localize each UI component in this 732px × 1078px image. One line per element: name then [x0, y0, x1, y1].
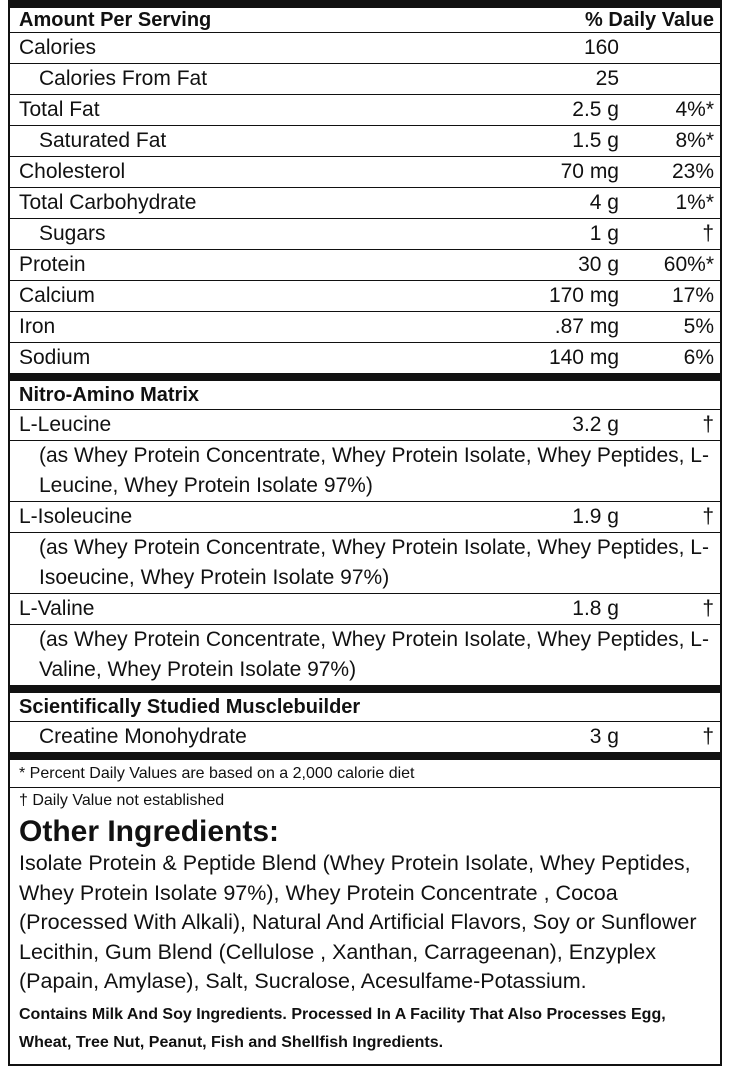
nutrient-name: Total Fat: [19, 98, 100, 121]
ingredient-dv: †: [702, 505, 714, 528]
other-ingredients-text: Isolate Protein & Peptide Blend (Whey Protein Isolate, Whey Peptides, Whey Protein Isolate 97%), Whey Protein Concentrate , Cocoa (Processed With Alkali), Natural And Artificial Flavors, Soy or Sunflower Lecithin, Gum Blend (Cellulose , Xanthan, Carrageenan), Enzyplex (Papain, Amylase), Salt, Sucralose, Acesulfame-Potassium.: [19, 851, 697, 993]
thick-divider: [10, 373, 720, 381]
nutrient-dv: 23%: [671, 160, 714, 183]
nutrient-dv: 60%*: [663, 253, 714, 276]
ingredient-row-l-isoleucine: [10, 502, 720, 533]
nutrient-amount: 1.5 g: [572, 129, 619, 152]
nutrient-name: Saturated Fat: [39, 129, 167, 152]
nutrient-name: Cholesterol: [19, 160, 126, 183]
nutrient-dv: †: [702, 222, 714, 245]
nutrient-row-calcium: [10, 281, 720, 312]
nutrient-amount: 2.5 g: [572, 98, 619, 121]
nutrient-amount: 1 g: [589, 222, 619, 245]
nutrient-name: Protein: [19, 253, 86, 276]
section-title-musclebuilder: [10, 693, 720, 722]
other-ingredients-title: Other Ingredients:: [19, 815, 280, 848]
nutrient-name: Calcium: [19, 284, 95, 307]
thick-divider: [10, 685, 720, 693]
nutrient-name: Calories From Fat: [39, 67, 208, 90]
nutrient-row-protein: [10, 250, 720, 281]
nutrient-row-iron: [10, 312, 720, 343]
ingredient-detail: (as Whey Protein Concentrate, Whey Protein Isolate, Whey Peptides, L-Isoeucine, Whey Protein Isolate 97%): [10, 533, 720, 594]
nutrient-amount: 25: [595, 67, 619, 90]
section-title: Scientifically Studied Musclebuilder: [19, 695, 361, 718]
ingredient-amount: 1.9 g: [572, 505, 619, 528]
nutrient-dv: 17%: [671, 284, 714, 307]
nutrient-amount: 70 mg: [560, 160, 619, 183]
ingredient-row-l-valine: [10, 594, 720, 625]
nutrient-row-calories: [10, 33, 720, 64]
nutrient-amount: 170 mg: [548, 284, 619, 307]
ingredient-amount: 3 g: [589, 725, 619, 748]
daily-value-label: % Daily Value: [585, 8, 714, 31]
nutrient-dv: 6%: [683, 346, 714, 369]
ingredient-amount: 3.2 g: [572, 413, 619, 436]
nutrient-row-total-fat: [10, 95, 720, 126]
ingredient-name: L-Isoleucine: [19, 505, 133, 528]
ingredient-name: Creatine Monohydrate: [39, 725, 247, 748]
nutrient-row-sodium: [10, 343, 720, 373]
nutrient-amount: 160: [583, 36, 619, 59]
nutrient-dv: 5%: [683, 315, 714, 338]
ingredient-row-l-leucine: [10, 410, 720, 441]
nutrient-row-total-carbohydrate: [10, 188, 720, 219]
nutrient-dv: 4%*: [675, 98, 714, 121]
nutrient-name: Total Carbohydrate: [19, 191, 197, 214]
nutrient-row-saturated-fat: [10, 126, 720, 157]
nutrition-facts-panel: [8, 0, 722, 1066]
nutrient-amount: 4 g: [589, 191, 619, 214]
nutrient-name: Sugars: [39, 222, 106, 245]
thick-divider: [10, 752, 720, 760]
footnote-percent: * Percent Daily Values are based on a 2,000 calorie diet: [10, 760, 720, 788]
header-row: [10, 8, 720, 33]
nutrient-amount: 30 g: [578, 253, 619, 276]
nutrient-dv: 8%*: [675, 129, 714, 152]
amount-per-serving-label: Amount Per Serving: [19, 8, 212, 31]
nutrient-name: Calories: [19, 36, 97, 59]
section-title: Nitro-Amino Matrix: [19, 383, 199, 406]
ingredient-amount: 1.8 g: [572, 597, 619, 620]
footnote-dagger: † Daily Value not established: [19, 792, 225, 809]
nutrient-amount: .87 mg: [554, 315, 619, 338]
nutrient-amount: 140 mg: [548, 346, 619, 369]
ingredient-name: L-Valine: [19, 597, 95, 620]
nutrient-dv: 1%*: [675, 191, 714, 214]
nutrient-name: Sodium: [19, 346, 91, 369]
allergen-warning: Contains Milk And Soy Ingredients. Processed In A Facility That Also Processes Egg, Wheat, Tree Nut, Peanut, Fish and Shellfish Ingredients.: [19, 1005, 666, 1051]
ingredient-dv: †: [702, 413, 714, 436]
nutrient-row-sugars: [10, 219, 720, 250]
ingredient-detail: (as Whey Protein Concentrate, Whey Protein Isolate, Whey Peptides, L-Leucine, Whey Protein Isolate 97%): [10, 441, 720, 502]
ingredient-row-creatine: [10, 722, 720, 752]
nutrient-row-calories-from-fat: [10, 64, 720, 95]
nutrient-row-cholesterol: [10, 157, 720, 188]
ingredient-dv: †: [702, 725, 714, 748]
nutrient-name: Iron: [19, 315, 56, 338]
section-title-nitro: [10, 381, 720, 410]
ingredient-dv: †: [702, 597, 714, 620]
ingredient-detail: (as Whey Protein Concentrate, Whey Protein Isolate, Whey Peptides, L-Valine, Whey Protein Isolate 97%): [39, 628, 709, 681]
top-rule: [10, 0, 720, 8]
ingredient-name: L-Leucine: [19, 413, 112, 436]
